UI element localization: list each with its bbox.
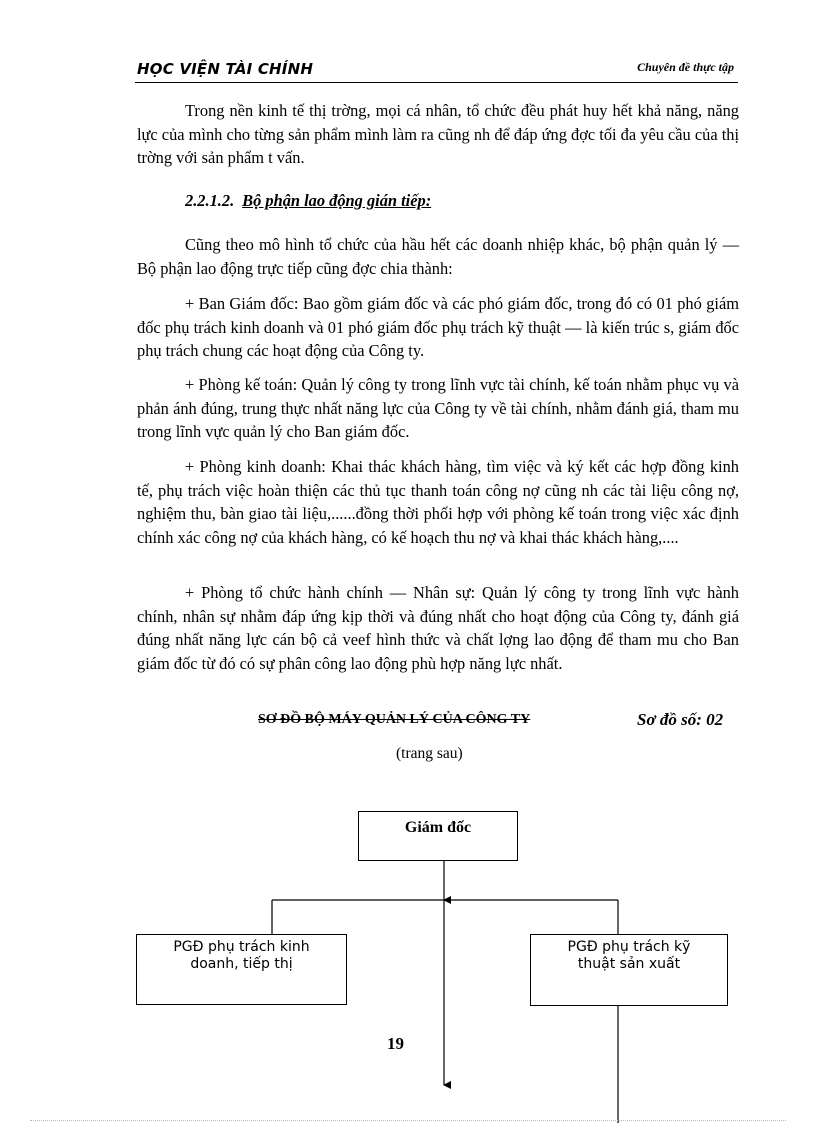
header-institution: HỌC VIỆN TÀI CHÍNH <box>137 60 314 78</box>
paragraph-2-text: Cũng theo mô hình tổ chức của hầu hết các doanh nhiệp khác, bộ phận quản lý — Bộ phận lao động trực tiếp cũng đợc chia thành: <box>137 235 739 278</box>
deputy-technical-label: PGĐ phụ trách kỹ thuật sản xuất <box>567 939 691 972</box>
paragraph-6-text: + Phòng tổ chức hành chính — Nhân sự: Quản lý công ty trong lĩnh vực hành chính, nhân sự nhằm đáp ứng kịp thời và đúng nhất cho hoạt động của Công ty, đánh giá đúng nhất năng lực cán bộ cả veef hình thức và chất lợng lao động để tham mu cho Ban giám đốc từ đó có sự phân công lao động phù hợp năng lực nhất. <box>137 583 739 673</box>
paragraph-5-text: + Phòng kinh doanh: Khai thác khách hàng, tìm việc và ký kết các hợp đồng kinh tế, phụ trách việc hoàn thiện các thủ tục thanh toán công nợ cũng nh các tài liệu công nợ, nghiệm thu, bàn giao tài liệu,......đồng thời phối hợp với phòng kế toán trong việc xác định chính xác công nợ của khách hàng, có kế hoạch thu nợ và khai thác khách hàng,.... <box>137 457 739 547</box>
paragraph-3-text: + Ban Giám đốc: Bao gồm giám đốc và các phó giám đốc, trong đó có 01 phó giám đốc phụ trách kinh doanh và 01 phó giám đốc phụ trách kỹ thuật — là kiến trúc s, giám đốc phụ trách chung các hoạt động của Công ty. <box>137 294 739 360</box>
diagram-title: SƠ ĐỒ BỘ MÁY QUẢN LÝ CỦA CÔNG TY <box>258 712 531 727</box>
section-number: 2.2.1.2. <box>185 191 235 210</box>
paragraph-1-text: Trong nền kinh tế thị trờng, mọi cá nhân, tổ chức đều phát huy hết khả năng, năng lực của mình cho từng sản phẩm mình làm ra cũng nh để đáp ứng đợc tối đa yêu cầu của thị trờng với sản phẩm t vấn. <box>137 101 739 167</box>
deputy-business-label: PGĐ phụ trách kinh doanh, tiếp thị <box>173 939 310 972</box>
section-title: Bộ phận lao động gián tiếp: <box>242 191 432 210</box>
deputy-technical-box <box>530 934 728 1006</box>
diagram-subtitle: (trang sau) <box>396 745 463 762</box>
footer-divider <box>30 1120 786 1121</box>
deputy-business-box <box>136 934 347 1005</box>
header-doc-type: Chuyên đề thực tập <box>637 60 734 74</box>
paragraph-4-text: + Phòng kế toán: Quản lý công ty trong lĩnh vực tài chính, kế toán nhằm phục vụ và phản ánh đúng, trung thực nhất năng lực của Công ty về tài chính, nhằm đánh giá, tham mu trong lĩnh vực quản lý cho Ban giám đốc. <box>137 375 739 441</box>
director-box <box>358 811 518 861</box>
director-label: Giám đốc <box>404 819 472 836</box>
page-number: 19 <box>387 1034 404 1053</box>
diagram-number: Sơ đồ số: 02 <box>637 710 724 729</box>
